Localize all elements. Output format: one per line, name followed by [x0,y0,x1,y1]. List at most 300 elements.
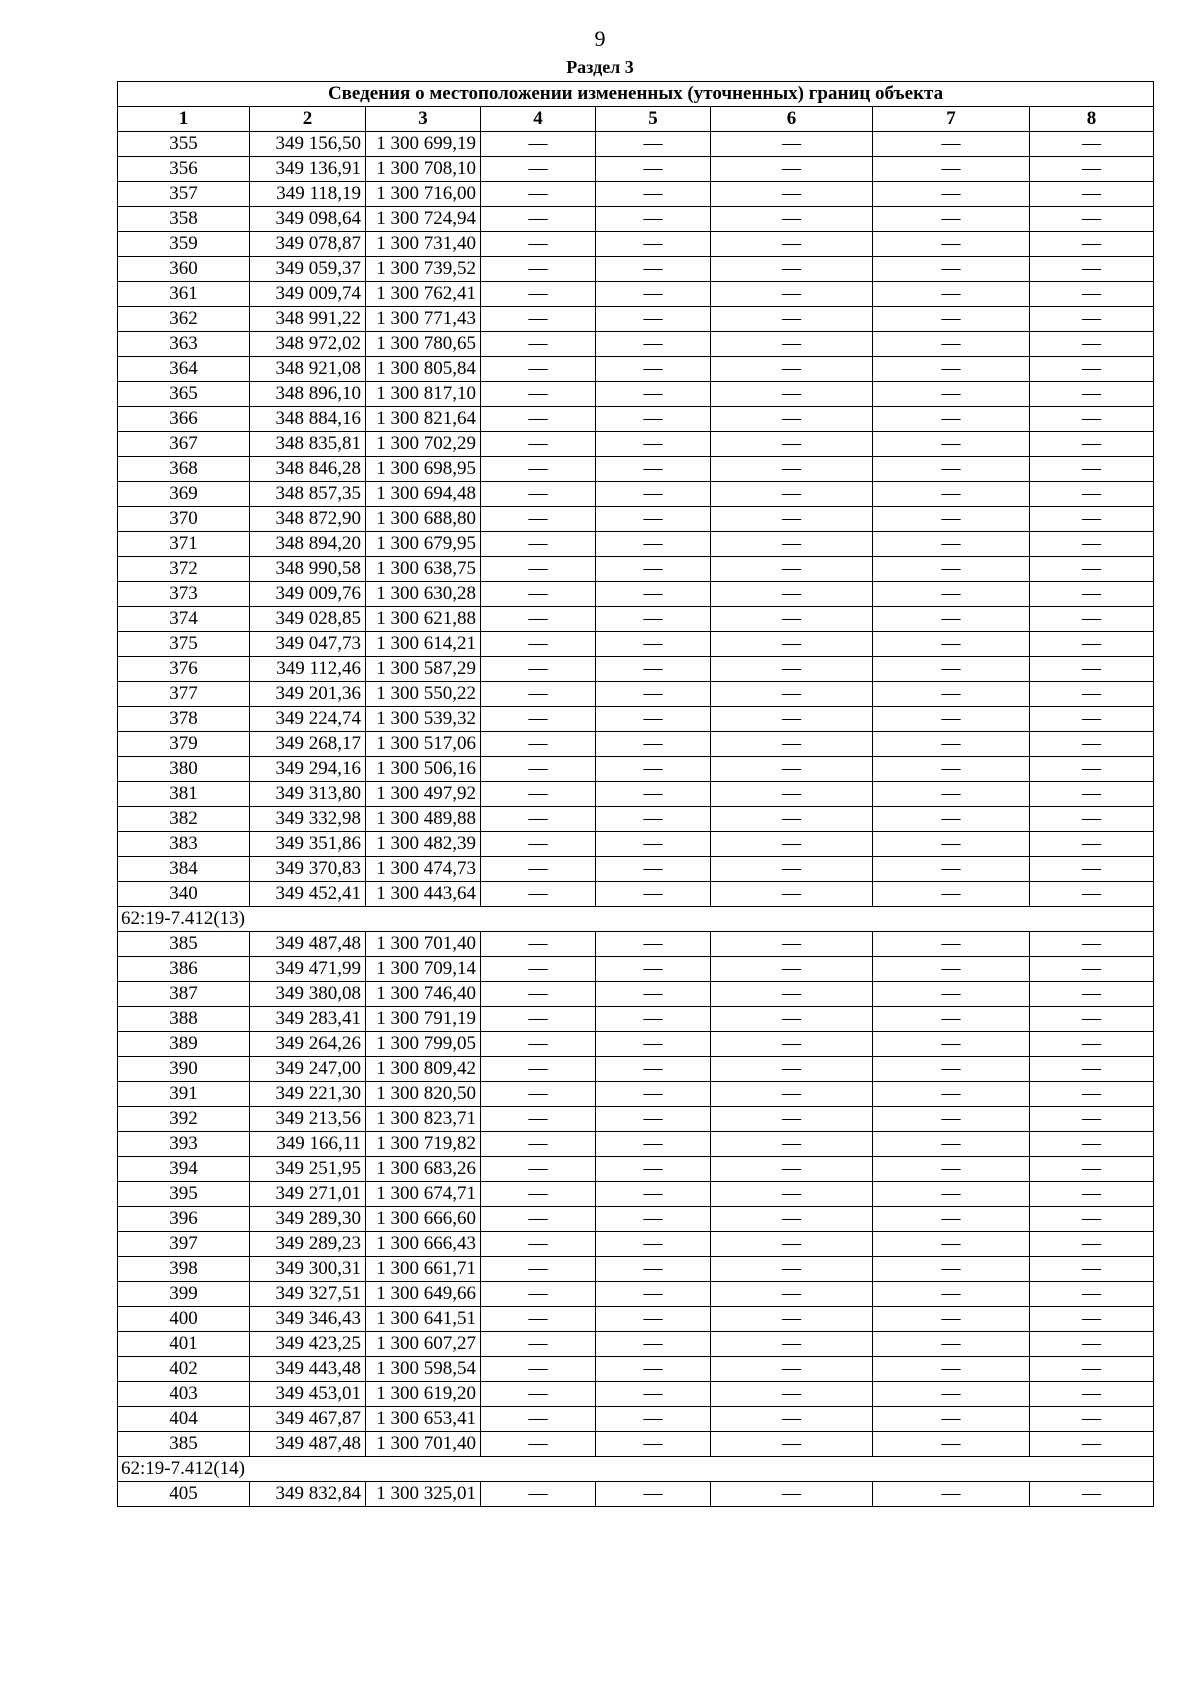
y-coordinate-cell: 1 300 506,16 [366,757,481,782]
empty-dash-cell: — [711,1057,873,1082]
empty-dash-cell: — [596,1357,711,1382]
column-header-5: 5 [596,107,711,132]
empty-dash-cell: — [1030,182,1154,207]
empty-dash-cell: — [873,757,1030,782]
column-header-8: 8 [1030,107,1154,132]
empty-dash-cell: — [711,582,873,607]
empty-dash-cell: — [711,1107,873,1132]
empty-dash-cell: — [873,707,1030,732]
empty-dash-cell: — [711,807,873,832]
x-coordinate-cell: 349 268,17 [250,732,366,757]
empty-dash-cell: — [873,357,1030,382]
empty-dash-cell: — [1030,1232,1154,1257]
empty-dash-cell: — [873,507,1030,532]
table-row [118,182,1154,207]
empty-dash-cell: — [711,682,873,707]
x-coordinate-cell: 348 991,22 [250,307,366,332]
empty-dash-cell: — [596,407,711,432]
y-coordinate-cell: 1 300 607,27 [366,1332,481,1357]
empty-dash-cell: — [1030,732,1154,757]
empty-dash-cell: — [481,1382,596,1407]
empty-dash-cell: — [481,757,596,782]
table-row [118,1057,1154,1082]
empty-dash-cell: — [1030,557,1154,582]
empty-dash-cell: — [596,1432,711,1457]
empty-dash-cell: — [711,432,873,457]
point-number-cell: 394 [118,1157,250,1182]
table-body [118,132,1154,1507]
point-number-cell: 387 [118,982,250,1007]
y-coordinate-cell: 1 300 614,21 [366,632,481,657]
x-coordinate-cell: 348 921,08 [250,357,366,382]
y-coordinate-cell: 1 300 598,54 [366,1357,481,1382]
empty-dash-cell: — [711,757,873,782]
x-coordinate-cell: 349 471,99 [250,957,366,982]
x-coordinate-cell: 349 166,11 [250,1132,366,1157]
section-title: Раздел 3 [566,57,634,77]
table-row [118,982,1154,1007]
empty-dash-cell: — [1030,132,1154,157]
x-coordinate-cell: 349 380,08 [250,982,366,1007]
empty-dash-cell: — [481,407,596,432]
table-row [118,432,1154,457]
y-coordinate-cell: 1 300 817,10 [366,382,481,407]
table-row [118,682,1154,707]
empty-dash-cell: — [1030,1057,1154,1082]
x-coordinate-cell: 349 059,37 [250,257,366,282]
point-number-cell: 380 [118,757,250,782]
empty-dash-cell: — [481,1182,596,1207]
x-coordinate-cell: 349 351,86 [250,832,366,857]
empty-dash-cell: — [1030,207,1154,232]
point-number-cell: 391 [118,1082,250,1107]
y-coordinate-cell: 1 300 679,95 [366,532,481,557]
empty-dash-cell: — [711,1132,873,1157]
table-row [118,407,1154,432]
empty-dash-cell: — [711,1482,873,1507]
y-coordinate-cell: 1 300 724,94 [366,207,481,232]
empty-dash-cell: — [596,832,711,857]
empty-dash-cell: — [873,382,1030,407]
empty-dash-cell: — [481,807,596,832]
table-row [118,757,1154,782]
empty-dash-cell: — [596,307,711,332]
point-number-cell: 392 [118,1107,250,1132]
empty-dash-cell: — [711,707,873,732]
x-coordinate-cell: 349 313,80 [250,782,366,807]
y-coordinate-cell: 1 300 474,73 [366,857,481,882]
x-coordinate-cell: 348 972,02 [250,332,366,357]
empty-dash-cell: — [481,257,596,282]
empty-dash-cell: — [711,232,873,257]
table-row [118,1382,1154,1407]
empty-dash-cell: — [873,157,1030,182]
empty-dash-cell: — [1030,1482,1154,1507]
empty-dash-cell: — [873,982,1030,1007]
empty-dash-cell: — [481,1057,596,1082]
empty-dash-cell: — [711,832,873,857]
y-coordinate-cell: 1 300 688,80 [366,507,481,532]
empty-dash-cell: — [873,432,1030,457]
empty-dash-cell: — [481,657,596,682]
y-coordinate-cell: 1 300 823,71 [366,1107,481,1132]
empty-dash-cell: — [873,257,1030,282]
empty-dash-cell: — [596,1407,711,1432]
empty-dash-cell: — [711,1207,873,1232]
x-coordinate-cell: 349 294,16 [250,757,366,782]
point-number-cell: 375 [118,632,250,657]
table-row [118,782,1154,807]
point-number-cell: 403 [118,1382,250,1407]
empty-dash-cell: — [711,482,873,507]
y-coordinate-cell: 1 300 489,88 [366,807,481,832]
table-row [118,1082,1154,1107]
point-number-cell: 396 [118,1207,250,1232]
empty-dash-cell: — [711,1007,873,1032]
point-number-cell: 359 [118,232,250,257]
empty-dash-cell: — [596,1282,711,1307]
table-row [118,232,1154,257]
empty-dash-cell: — [873,1357,1030,1382]
y-coordinate-cell: 1 300 780,65 [366,332,481,357]
table-row [118,1407,1154,1432]
y-coordinate-cell: 1 300 587,29 [366,657,481,682]
empty-dash-cell: — [481,732,596,757]
empty-dash-cell: — [711,557,873,582]
point-number-cell: 404 [118,1407,250,1432]
x-coordinate-cell: 349 832,84 [250,1482,366,1507]
empty-dash-cell: — [873,1057,1030,1082]
x-coordinate-cell: 348 846,28 [250,457,366,482]
empty-dash-cell: — [711,1432,873,1457]
point-number-cell: 388 [118,1007,250,1032]
point-number-cell: 370 [118,507,250,532]
point-number-cell: 383 [118,832,250,857]
empty-dash-cell: — [481,157,596,182]
y-coordinate-cell: 1 300 771,43 [366,307,481,332]
table-row [118,1332,1154,1357]
coordinates-table [117,81,1154,1507]
x-coordinate-cell: 349 487,48 [250,932,366,957]
empty-dash-cell: — [711,1282,873,1307]
point-number-cell: 368 [118,457,250,482]
table-row [118,857,1154,882]
x-coordinate-cell: 349 251,95 [250,1157,366,1182]
empty-dash-cell: — [873,682,1030,707]
y-coordinate-cell: 1 300 746,40 [366,982,481,1007]
x-coordinate-cell: 348 884,16 [250,407,366,432]
table-row [118,332,1154,357]
empty-dash-cell: — [1030,232,1154,257]
column-header-2: 2 [250,107,366,132]
empty-dash-cell: — [481,932,596,957]
empty-dash-cell: — [481,1207,596,1232]
y-coordinate-cell: 1 300 809,42 [366,1057,481,1082]
table-row [118,207,1154,232]
x-coordinate-cell: 349 300,31 [250,1257,366,1282]
x-coordinate-cell: 348 857,35 [250,482,366,507]
empty-dash-cell: — [1030,607,1154,632]
point-number-cell: 397 [118,1232,250,1257]
empty-dash-cell: — [481,707,596,732]
empty-dash-cell: — [1030,1257,1154,1282]
table-row [118,357,1154,382]
empty-dash-cell: — [711,1382,873,1407]
empty-dash-cell: — [1030,932,1154,957]
empty-dash-cell: — [481,282,596,307]
y-coordinate-cell: 1 300 731,40 [366,232,481,257]
empty-dash-cell: — [1030,1032,1154,1057]
point-number-cell: 355 [118,132,250,157]
y-coordinate-cell: 1 300 550,22 [366,682,481,707]
empty-dash-cell: — [481,457,596,482]
point-number-cell: 374 [118,607,250,632]
y-coordinate-cell: 1 300 674,71 [366,1182,481,1207]
empty-dash-cell: — [596,132,711,157]
empty-dash-cell: — [481,882,596,907]
x-coordinate-cell: 349 271,01 [250,1182,366,1207]
empty-dash-cell: — [711,932,873,957]
table-row [118,1107,1154,1132]
empty-dash-cell: — [1030,1132,1154,1157]
x-coordinate-cell: 349 156,50 [250,132,366,157]
empty-dash-cell: — [711,332,873,357]
empty-dash-cell: — [711,1182,873,1207]
column-header-4: 4 [481,107,596,132]
empty-dash-cell: — [481,307,596,332]
x-coordinate-cell: 349 467,87 [250,1407,366,1432]
point-number-cell: 361 [118,282,250,307]
x-coordinate-cell: 349 370,83 [250,857,366,882]
empty-dash-cell: — [481,1282,596,1307]
empty-dash-cell: — [1030,657,1154,682]
empty-dash-cell: — [596,1057,711,1082]
table-row [118,1207,1154,1232]
empty-dash-cell: — [481,857,596,882]
x-coordinate-cell: 348 990,58 [250,557,366,582]
empty-dash-cell: — [1030,1307,1154,1332]
empty-dash-cell: — [596,332,711,357]
empty-dash-cell: — [1030,282,1154,307]
table-row [118,457,1154,482]
empty-dash-cell: — [481,507,596,532]
y-coordinate-cell: 1 300 517,06 [366,732,481,757]
point-number-cell: 376 [118,657,250,682]
empty-dash-cell: — [873,1282,1030,1307]
empty-dash-cell: — [873,1182,1030,1207]
x-coordinate-cell: 349 112,46 [250,657,366,682]
empty-dash-cell: — [1030,532,1154,557]
empty-dash-cell: — [596,532,711,557]
empty-dash-cell: — [596,807,711,832]
empty-dash-cell: — [481,957,596,982]
table-row [118,582,1154,607]
y-coordinate-cell: 1 300 497,92 [366,782,481,807]
table-row [118,532,1154,557]
table-row [118,507,1154,532]
empty-dash-cell: — [1030,1157,1154,1182]
point-number-cell: 381 [118,782,250,807]
group-label: 62:19-7.412(13) [118,907,1154,932]
table-row [118,307,1154,332]
empty-dash-cell: — [481,982,596,1007]
x-coordinate-cell: 349 283,41 [250,1007,366,1032]
empty-dash-cell: — [596,507,711,532]
empty-dash-cell: — [873,1432,1030,1457]
empty-dash-cell: — [711,257,873,282]
y-coordinate-cell: 1 300 708,10 [366,157,481,182]
x-coordinate-cell: 349 264,26 [250,1032,366,1057]
empty-dash-cell: — [1030,1107,1154,1132]
x-coordinate-cell: 349 327,51 [250,1282,366,1307]
empty-dash-cell: — [481,582,596,607]
point-number-cell: 367 [118,432,250,457]
y-coordinate-cell: 1 300 699,19 [366,132,481,157]
empty-dash-cell: — [873,607,1030,632]
x-coordinate-cell: 348 835,81 [250,432,366,457]
empty-dash-cell: — [596,482,711,507]
empty-dash-cell: — [711,882,873,907]
table-row [118,1182,1154,1207]
table-row [118,1482,1154,1507]
y-coordinate-cell: 1 300 805,84 [366,357,481,382]
x-coordinate-cell: 349 009,74 [250,282,366,307]
table-row [118,607,1154,632]
x-coordinate-cell: 349 213,56 [250,1107,366,1132]
table-row [118,832,1154,857]
point-number-cell: 365 [118,382,250,407]
point-number-cell: 389 [118,1032,250,1057]
point-number-cell: 377 [118,682,250,707]
table-row [118,707,1154,732]
empty-dash-cell: — [1030,1407,1154,1432]
empty-dash-cell: — [873,482,1030,507]
empty-dash-cell: — [873,1307,1030,1332]
empty-dash-cell: — [873,957,1030,982]
y-coordinate-cell: 1 300 641,51 [366,1307,481,1332]
empty-dash-cell: — [1030,882,1154,907]
column-header-6: 6 [711,107,873,132]
empty-dash-cell: — [1030,432,1154,457]
empty-dash-cell: — [481,182,596,207]
empty-dash-cell: — [1030,1282,1154,1307]
empty-dash-cell: — [711,357,873,382]
table-row [118,632,1154,657]
empty-dash-cell: — [711,857,873,882]
x-coordinate-cell: 349 453,01 [250,1382,366,1407]
empty-dash-cell: — [596,257,711,282]
empty-dash-cell: — [596,757,711,782]
page-number: 9 [594,26,606,51]
empty-dash-cell: — [1030,257,1154,282]
empty-dash-cell: — [873,832,1030,857]
x-coordinate-cell: 349 078,87 [250,232,366,257]
x-coordinate-cell: 349 136,91 [250,157,366,182]
empty-dash-cell: — [711,207,873,232]
empty-dash-cell: — [711,1407,873,1432]
empty-dash-cell: — [711,407,873,432]
empty-dash-cell: — [711,657,873,682]
point-number-cell: 401 [118,1332,250,1357]
table-row [118,882,1154,907]
empty-dash-cell: — [873,857,1030,882]
empty-dash-cell: — [481,1407,596,1432]
column-header-1: 1 [118,107,250,132]
y-coordinate-cell: 1 300 701,40 [366,932,481,957]
y-coordinate-cell: 1 300 762,41 [366,282,481,307]
table-row [118,1282,1154,1307]
point-number-cell: 384 [118,857,250,882]
empty-dash-cell: — [711,282,873,307]
empty-dash-cell: — [1030,1082,1154,1107]
table-row [118,257,1154,282]
point-number-cell: 390 [118,1057,250,1082]
empty-dash-cell: — [711,1332,873,1357]
empty-dash-cell: — [596,357,711,382]
empty-dash-cell: — [873,307,1030,332]
empty-dash-cell: — [711,1157,873,1182]
empty-dash-cell: — [1030,1382,1154,1407]
empty-dash-cell: — [1030,707,1154,732]
empty-dash-cell: — [481,1482,596,1507]
point-number-cell: 371 [118,532,250,557]
empty-dash-cell: — [596,207,711,232]
empty-dash-cell: — [1030,407,1154,432]
empty-dash-cell: — [1030,1432,1154,1457]
empty-dash-cell: — [596,957,711,982]
x-coordinate-cell: 349 332,98 [250,807,366,832]
y-coordinate-cell: 1 300 821,64 [366,407,481,432]
empty-dash-cell: — [481,1432,596,1457]
empty-dash-cell: — [1030,982,1154,1007]
empty-dash-cell: — [711,182,873,207]
column-number-row [118,107,1154,132]
x-coordinate-cell: 349 289,30 [250,1207,366,1232]
empty-dash-cell: — [596,432,711,457]
empty-dash-cell: — [596,607,711,632]
point-number-cell: 360 [118,257,250,282]
empty-dash-cell: — [873,932,1030,957]
empty-dash-cell: — [481,832,596,857]
empty-dash-cell: — [711,1082,873,1107]
table-row [118,1157,1154,1182]
empty-dash-cell: — [873,1032,1030,1057]
point-number-cell: 362 [118,307,250,332]
column-header-3: 3 [366,107,481,132]
empty-dash-cell: — [596,782,711,807]
point-number-cell: 398 [118,1257,250,1282]
empty-dash-cell: — [596,1332,711,1357]
y-coordinate-cell: 1 300 666,60 [366,1207,481,1232]
empty-dash-cell: — [481,132,596,157]
column-header-7: 7 [873,107,1030,132]
y-coordinate-cell: 1 300 799,05 [366,1032,481,1057]
point-number-cell: 400 [118,1307,250,1332]
empty-dash-cell: — [596,557,711,582]
empty-dash-cell: — [711,382,873,407]
empty-dash-cell: — [1030,1007,1154,1032]
point-number-cell: 378 [118,707,250,732]
y-coordinate-cell: 1 300 539,32 [366,707,481,732]
empty-dash-cell: — [1030,582,1154,607]
point-number-cell: 386 [118,957,250,982]
point-number-cell: 356 [118,157,250,182]
empty-dash-cell: — [873,1382,1030,1407]
table-row [118,482,1154,507]
empty-dash-cell: — [1030,1182,1154,1207]
empty-dash-cell: — [873,557,1030,582]
empty-dash-cell: — [1030,1357,1154,1382]
